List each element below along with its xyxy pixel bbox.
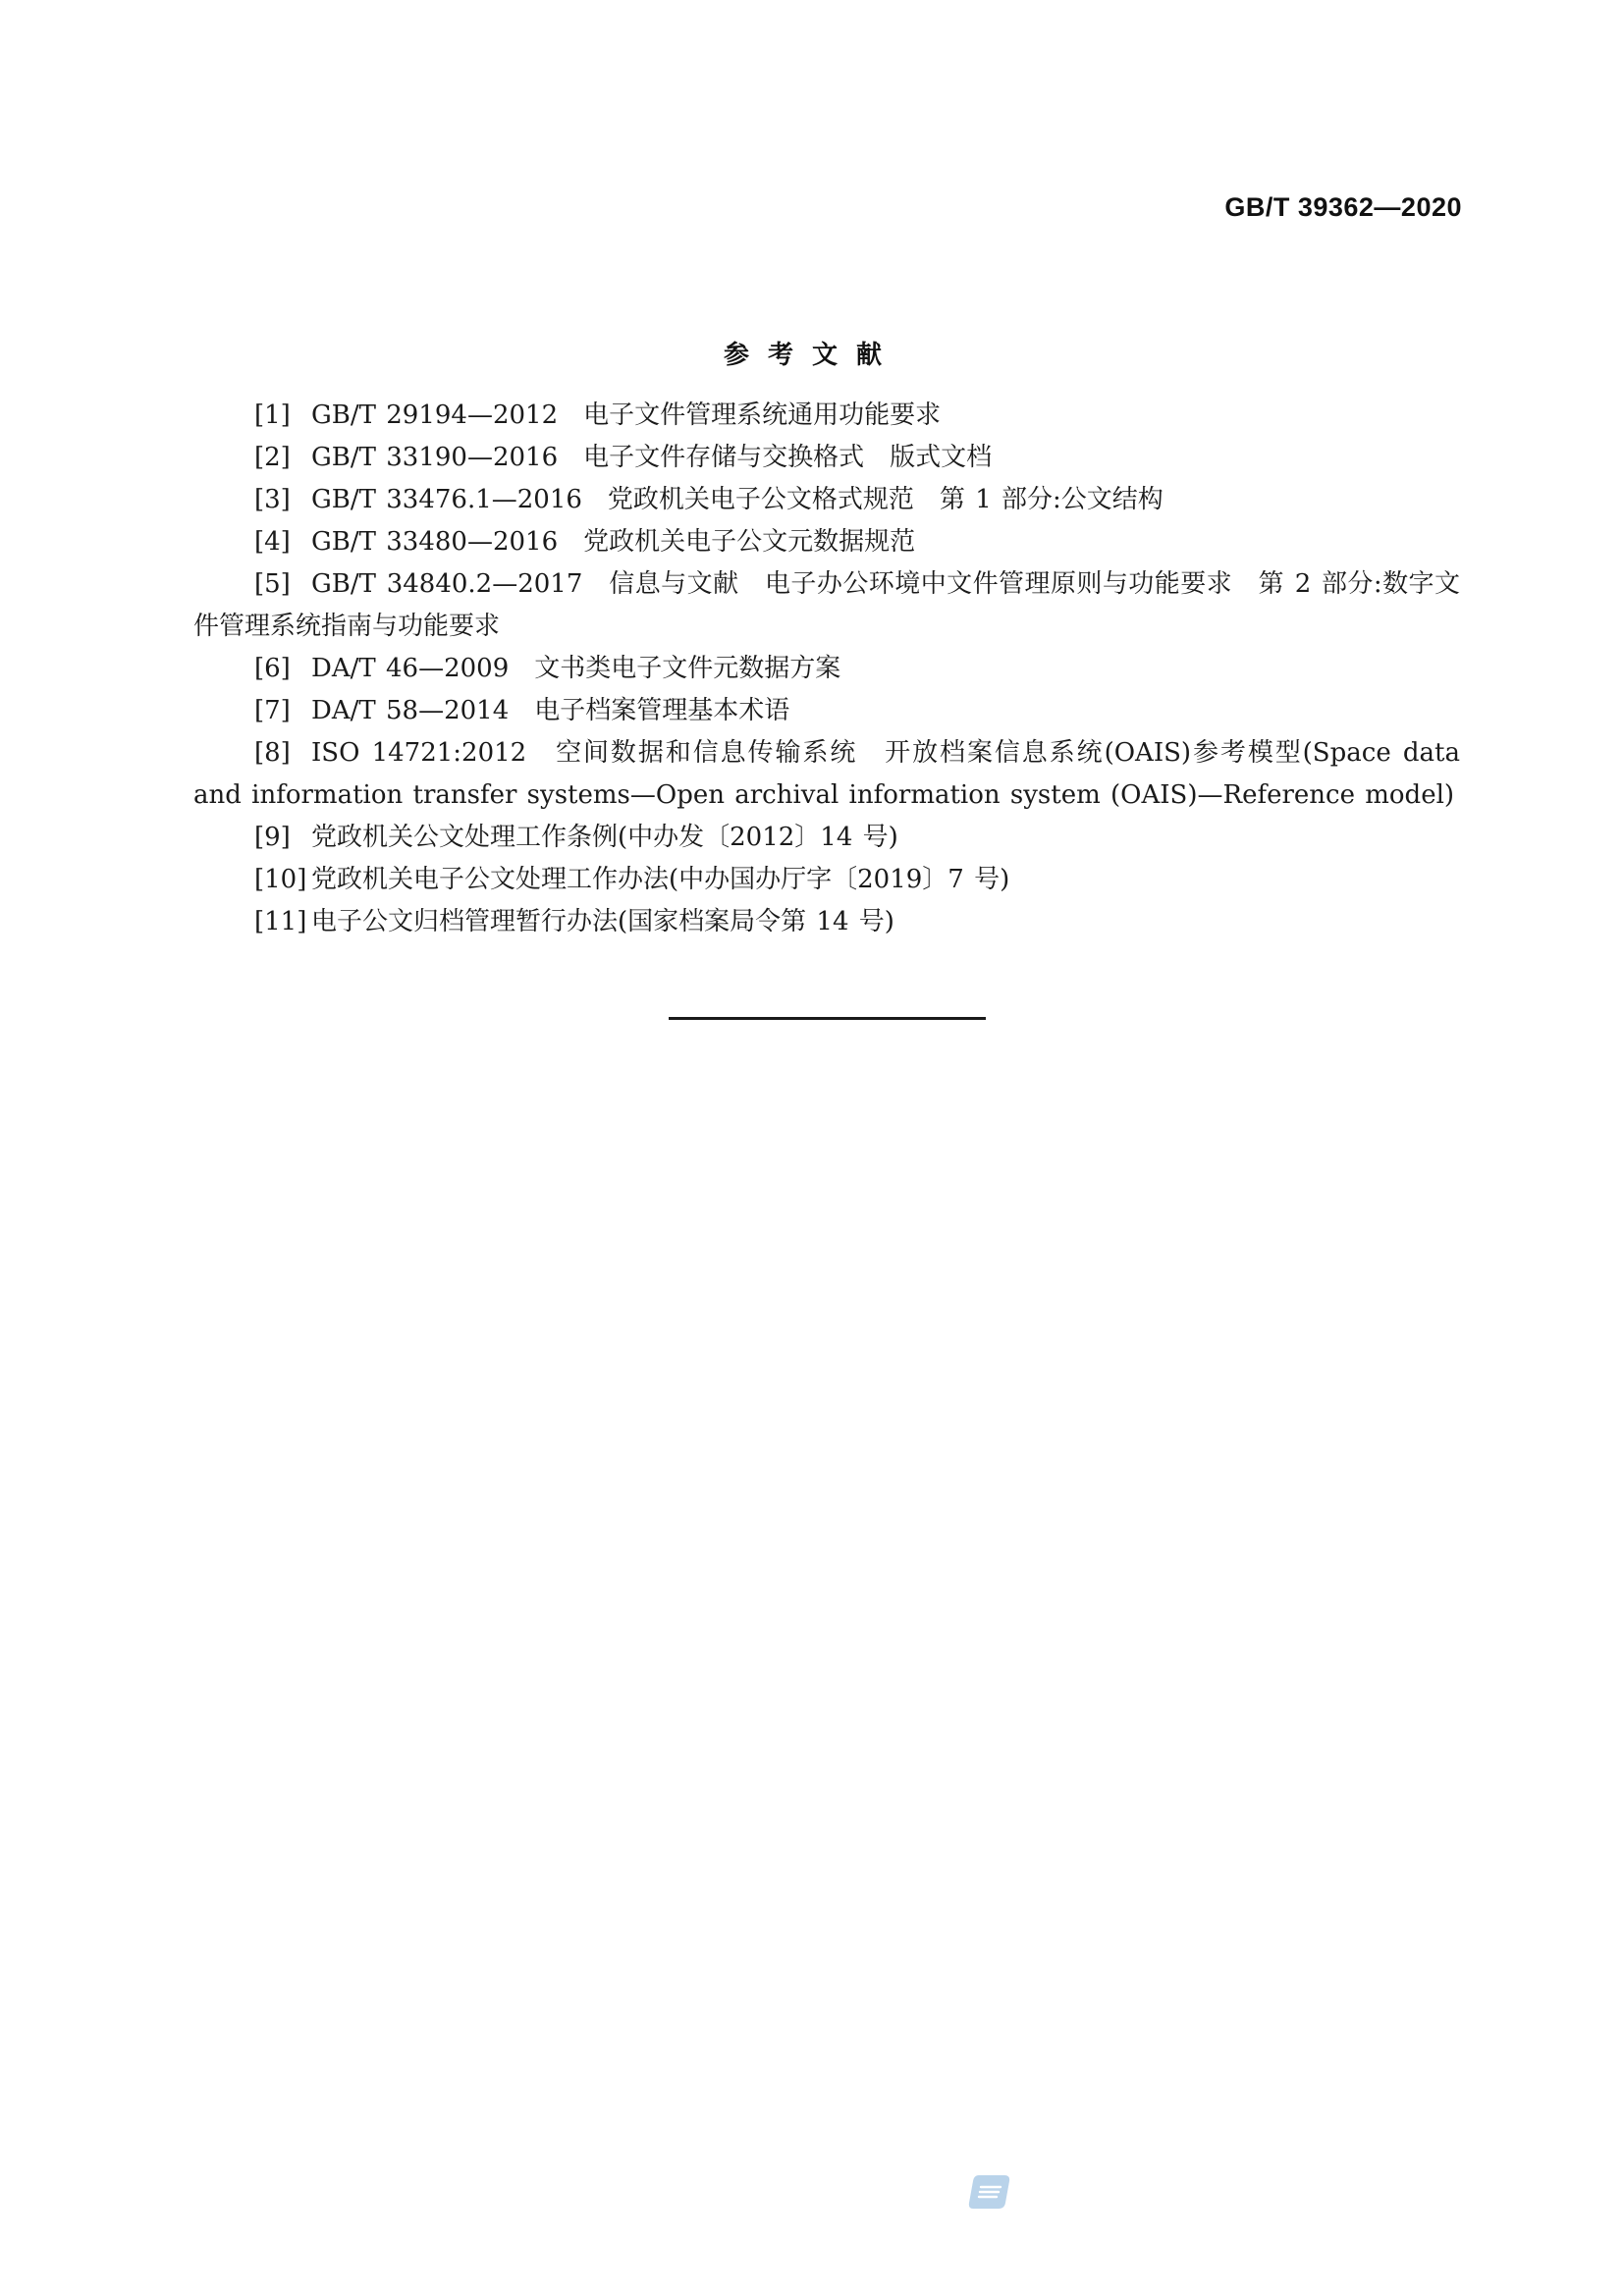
reference-item <box>193 732 1460 817</box>
reference-number: [6] <box>254 654 291 683</box>
reference-number: [5] <box>254 569 291 599</box>
reference-text: GB/T 33190—2016 电子文件存储与交换格式 版式文档 <box>311 443 993 472</box>
reference-text: DA/T 58—2014 电子档案管理基本术语 <box>311 696 790 725</box>
reference-number: [4] <box>254 527 291 557</box>
sac-logo-icon <box>967 2173 1012 2211</box>
reference-text: 党政机关电子公文处理工作办法(中办国办厅字〔2019〕7 号) <box>311 865 1010 894</box>
document-code: GB/T 39362—2020 <box>1224 192 1462 222</box>
reference-item <box>193 901 1460 943</box>
reference-number: [2] <box>254 443 291 472</box>
reference-item <box>193 563 1460 648</box>
reference-item <box>193 859 1460 901</box>
reference-item <box>193 521 1460 563</box>
reference-item <box>193 437 1460 479</box>
reference-text: GB/T 33480—2016 党政机关电子公文元数据规范 <box>311 527 916 557</box>
reference-item <box>193 395 1460 437</box>
reference-text: DA/T 46—2009 文书类电子文件元数据方案 <box>311 654 841 683</box>
reference-text: 党政机关公文处理工作条例(中办发〔2012〕14 号) <box>311 823 898 852</box>
reference-item <box>193 690 1460 732</box>
reference-text: GB/T 34840.2—2017 信息与文献 电子办公环境中文件管理原则与功能要求 第 2 部分:数字文件管理系统指南与功能要求 <box>193 569 1460 641</box>
reference-number: [1] <box>254 400 291 430</box>
reference-number: [9] <box>254 823 291 852</box>
reference-text: 电子公文归档管理暂行办法(国家档案局令第 14 号) <box>311 907 894 936</box>
reference-item <box>193 648 1460 690</box>
section-title: 参考文献 <box>723 341 900 370</box>
reference-text: GB/T 33476.1—2016 党政机关电子公文格式规范 第 1 部分:公文结构 <box>311 485 1164 514</box>
end-divider <box>669 1017 986 1020</box>
reference-number: [10] <box>254 865 307 894</box>
reference-number: [3] <box>254 485 291 514</box>
reference-text: ISO 14721:2012 空间数据和信息传输系统 开放档案信息系统(OAIS)参考模型(Space data and information transfer systems—Open archival information system (OAIS)—Reference model) <box>193 738 1460 810</box>
reference-number: [11] <box>254 907 307 936</box>
reference-item <box>193 479 1460 521</box>
reference-list <box>193 395 1460 943</box>
reference-number: [8] <box>254 738 291 768</box>
reference-item <box>193 817 1460 859</box>
reference-text: GB/T 29194—2012 电子文件管理系统通用功能要求 <box>311 400 942 430</box>
reference-number: [7] <box>254 696 291 725</box>
